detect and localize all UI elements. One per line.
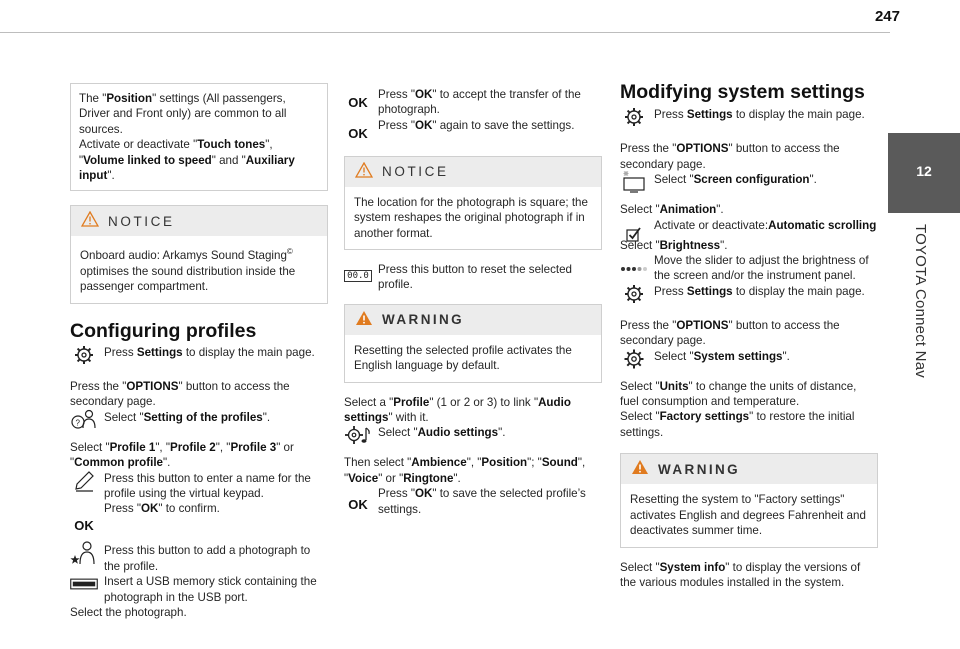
column-2: OK Press "OK" to accept the transfer of the photograph. OK Press "OK" again to save the settings. NOTICE The location for the photograph is square; the system reshapes the original photograph if in another format. 00.0 Press this button to reset the selected profile. WARNING Resetting the selected profile activates the English language by default. Select a "Profile" (1 or 2 or 3) to link "Audio settings" with it. Select "Audio settings". Then select "Ambience", "Position"; "Sound", "Voice" or "Ringtone". OK Press "OK" to save the selected profile’s settings.: [344, 87, 602, 517]
step-save-profile: OK Press "OK" to save the selected profile’s settings.: [344, 486, 602, 517]
reset-button-icon: 00.0: [344, 266, 372, 286]
caution-triangle-icon: [355, 162, 373, 182]
header-divider: [0, 32, 890, 33]
screen-brightness-icon: [620, 172, 648, 192]
page-number: 247: [874, 8, 900, 25]
audio-settings-icon: [344, 425, 372, 445]
pencil-icon: [70, 471, 98, 491]
step-settings-2: Press Settings to display the main page.: [620, 284, 878, 304]
step-system-settings: Select "System settings".: [620, 349, 878, 369]
section-heading: Modifying system settings: [620, 81, 865, 103]
step-profiles: ? Select "Setting of the profiles".: [70, 410, 328, 430]
usb-port-icon: [70, 574, 98, 594]
warning-triangle-icon: [631, 459, 649, 479]
step-brightness-slider: Move the slider to adjust the brightness of the screen and/or the instrument panel.: [620, 253, 878, 284]
notice-box-photo: NOTICE The location for the photograph is square; the system reshapes the original photograph if in another format.: [344, 156, 602, 250]
notice-box-audio: NOTICE Onboard audio: Arkamys Sound Staging© optimises the sound distribution inside the passenger compartment.: [70, 205, 328, 303]
settings-gear-icon: [620, 284, 648, 304]
step-accept-photo: OK Press "OK" to accept the transfer of the photograph.: [344, 87, 602, 118]
profile-settings-icon: [70, 410, 98, 430]
slider-dots-icon: [620, 259, 648, 279]
step-insert-usb: Insert a USB memory stick containing the photograph in the USB port.: [70, 574, 328, 605]
step-auto-scroll: Activate or deactivate:Automatic scrolling: [620, 218, 878, 238]
step-audio-settings: Select "Audio settings".: [344, 425, 602, 445]
step-screen-config: Select "Screen configuration".: [620, 172, 878, 192]
step-save-settings: OK Press "OK" again to save the settings.: [344, 118, 602, 138]
step-confirm: OK Press "OK" to confirm.: [70, 501, 328, 521]
section-heading: Configuring profiles: [70, 319, 257, 342]
warning-box-profile: WARNING Resetting the selected profile activates the English language by default.: [344, 304, 602, 383]
ok-button-icon: OK: [348, 95, 368, 111]
ok-button-icon: OK: [348, 126, 368, 142]
svg-text:?: ?: [75, 418, 80, 428]
caution-triangle-icon: [81, 211, 99, 231]
column-3: Modifying system settings Press Settings to display the main page. Press the "OPTIONS" button to access the secondary page. Select "Screen configuration". Select "Animation". Activate or deactivate:Automatic scrolling Select "Brightness". Move the slider to adjust the brightness of the screen and/or the instrument panel. Press Settings to display the main page. Press the "OPTIONS" button to access the secondary page. Select "System settings". Select "Units" to change the units of distance, fuel consumption and temperature. Select "Factory settings" to restore the initial settings. WARNING Resetting the system to "Factory settings" activates English and degrees Fahrenheit and deactivates summer time. Select "System info" to display the versions of the various modules installed in the system.: [620, 81, 877, 589]
chapter-title: TOYOTA Connect Nav: [912, 224, 929, 378]
ok-button-icon: OK: [74, 517, 94, 533]
step-add-photo: Press this button to add a photograph to the profile.: [70, 543, 328, 574]
ok-button-icon: OK: [348, 496, 368, 512]
settings-gear-icon: [620, 107, 648, 127]
step-reset-profile: 00.0 Press this button to reset the selected profile.: [344, 262, 602, 293]
checkbox-icon: [620, 224, 648, 244]
notice-title: NOTICE: [108, 213, 175, 229]
chapter-number: 12: [916, 163, 932, 179]
step-settings: Press Settings to display the main page.: [620, 107, 878, 127]
info-box: The "Position" settings (All passengers, Driver and Front only) are common to all sources. Activate or deactivate "Touch tones", "Volume linked to speed" and "Auxiliary input".: [70, 83, 328, 191]
column-1: The "Position" settings (All passengers, Driver and Front only) are common to all sources. Activate or deactivate "Touch tones", "Volume linked to speed" and "Auxiliary input". NOTICE Onboard audio: Arkamys Sound Staging© optimises the sound distribution inside the passenger compartment. Configuring profiles Press Settings to display the main page. Press the "OPTIONS" button to access the secondary page. ? Select "Setting of the profiles". Select "Profile 1", "Profile 2", "Profile 3" or "Common profile". Press this button to enter a name for the profile using the virtual keypad. OK Press "OK" to confirm. Press this button to add a photograph to the profile. Insert a USB memory stick containing the photograph in the USB port. Select the photograph.: [70, 83, 328, 620]
step-settings: Press Settings to display the main page.: [70, 345, 328, 365]
system-settings-icon: [620, 349, 648, 369]
warning-triangle-icon: [355, 310, 373, 330]
settings-gear-icon: [70, 345, 98, 365]
warning-box-factory: WARNING Resetting the system to "Factory settings" activates English and degrees Fahrenheit and deactivates summer time.: [620, 453, 878, 547]
step-name-profile: Press this button to enter a name for the profile using the virtual keypad.: [70, 471, 328, 502]
profile-photo-icon: [70, 543, 98, 563]
